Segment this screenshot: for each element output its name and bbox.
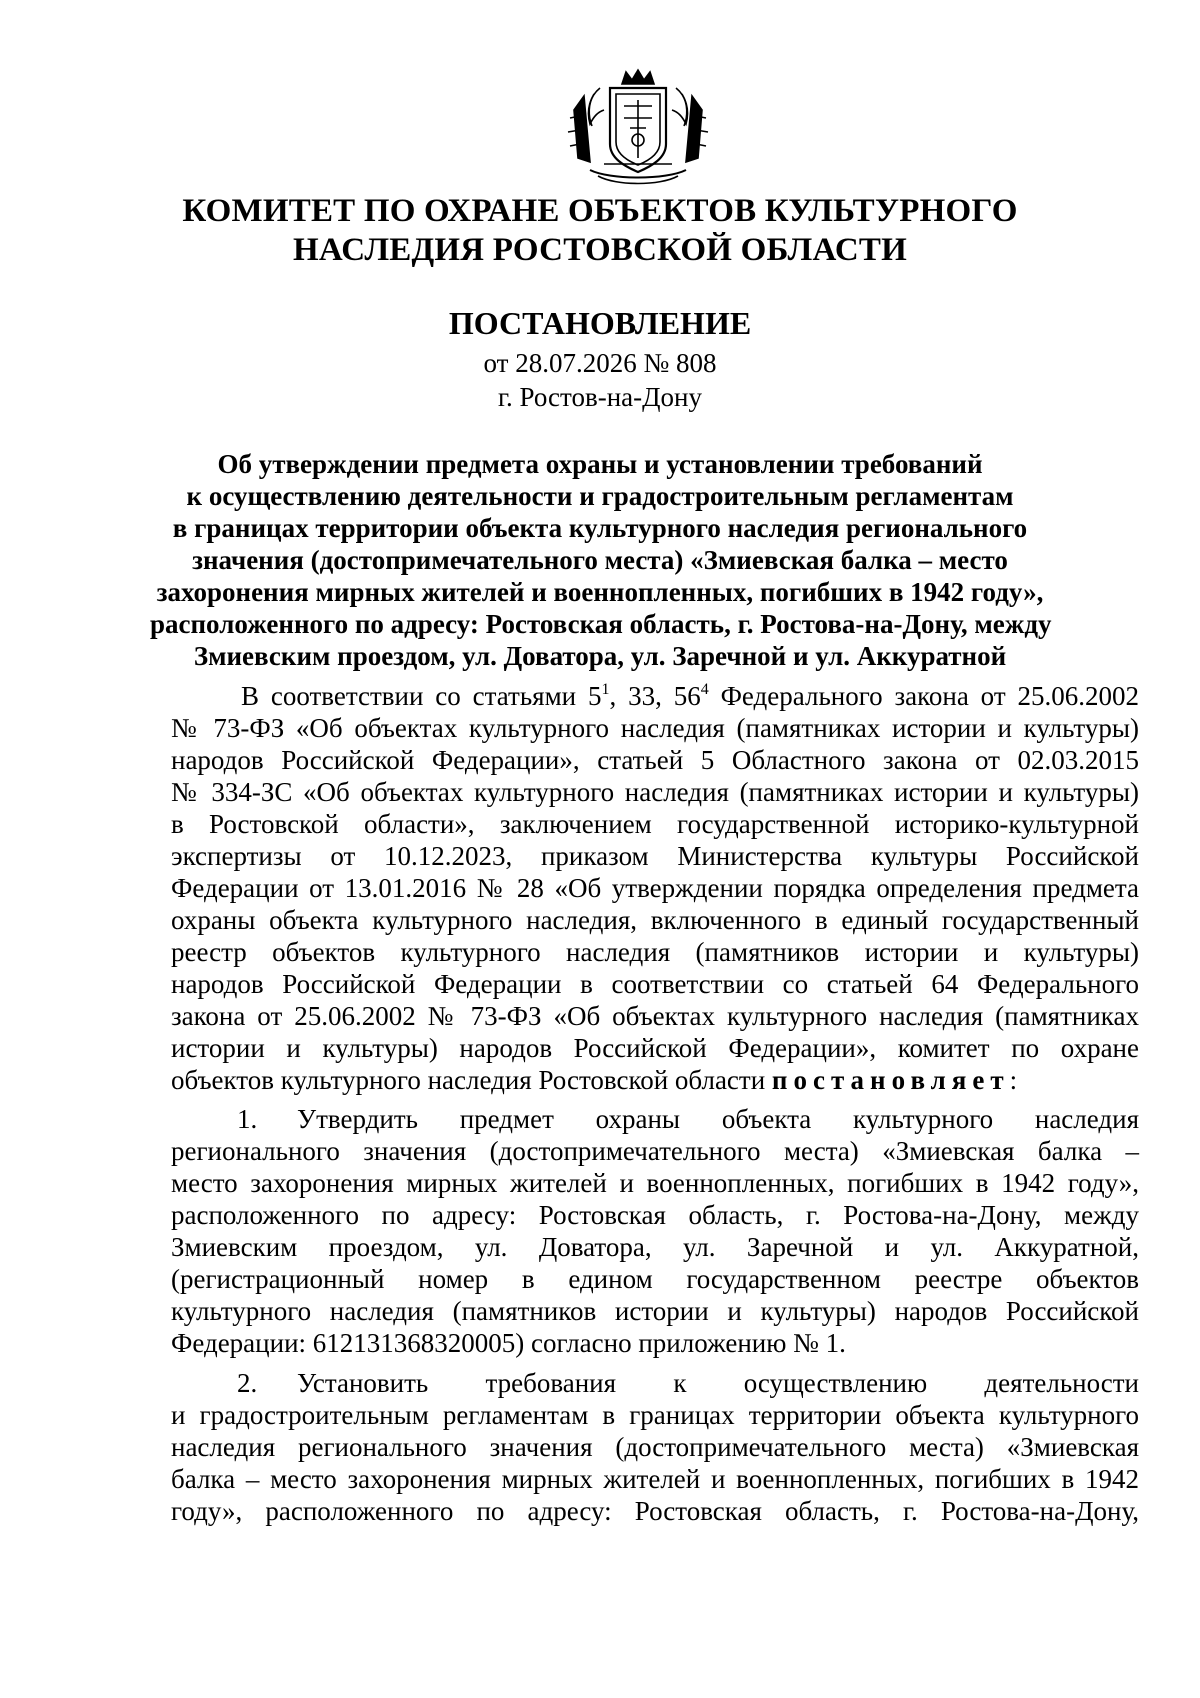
text-run: Федерального закона от 25.06.2002 [708,681,1139,711]
text-run: : [1009,1065,1018,1095]
superscript: 4 [700,681,709,698]
paragraph-line: № 73-ФЗ «Об объектах культурного наследия (памятниках истории и культуры) [171,713,1139,743]
paragraph-line: наследия регионального значения (достопримечательного места) «Змиевская [171,1432,1139,1462]
subject-line: в границах территории объекта культурного наследия регионального [172,513,1028,543]
clause-2 [171,1367,1139,1527]
subject-line: Об утверждении предмета охраны и установлении требований [217,449,983,479]
paragraph-line: охраны объекта культурного наследия, включенного в единый государственный [171,905,1139,935]
subject-line: захоронения мирных жителей и военнопленных, погибших в 1942 году», [156,577,1044,607]
text-run: объектов культурного наследия Ростовской области [171,1065,772,1095]
superscript: 1 [601,681,610,698]
paragraph-line: году», расположенного по адресу: Ростовская область, г. Ростова-на-Дону, [171,1496,1139,1526]
text-run: В соответствии со статьями 5 [241,681,602,711]
paragraph-line: Федерации от 13.01.2016 № 28 «Об утверждении порядка определения предмета [171,873,1139,903]
paragraph-line: истории и культуры) народов Российской Федерации», комитет по охране [171,1033,1139,1063]
clause-number: 1. [237,1104,258,1134]
paragraph-line [171,1103,1139,1135]
paragraph-line: народов Российской Федерации», статьей 5 Областного закона от 02.03.2015 [171,745,1139,775]
paragraph-line: Федерации: 612131368320005) согласно приложению № 1. [171,1328,846,1358]
document-place: г. Ростов-на-Дону [497,382,702,412]
subject-line: Змиевским проездом, ул. Доватора, ул. Заречной и ул. Аккуратной [193,641,1007,671]
organization-title-line: КОМИТЕТ ПО ОХРАНЕ ОБЪЕКТОВ КУЛЬТУРНОГО [182,193,1018,229]
document-date-number: от 28.07.2026 № 808 [483,348,717,378]
subject-line: расположенного по адресу: Ростовская область, г. Ростова-на-Дону, между [150,609,1052,639]
text-run: Утвердить предмет охраны объекта культурного наследия [297,1104,1139,1134]
text-run: Установить требования к осуществлению деятельности [297,1368,1139,1398]
subject-line: значения (достопримечательного места) «Змиевская балка – место [192,545,1008,575]
paragraph-line: и градостроительным регламентам в границах территории объекта культурного [171,1400,1139,1430]
paragraph-line: место захоронения мирных жителей и военнопленных, погибших в 1942 году», [171,1168,1139,1198]
paragraph-line: реестр объектов культурного наследия (памятников истории и культуры) [171,937,1139,967]
clause-1 [171,1103,1139,1359]
paragraph-line [171,680,1139,712]
organization-title-line: НАСЛЕДИЯ РОСТОВСКОЙ ОБЛАСТИ [293,232,907,268]
document-type: ПОСТАНОВЛЕНИЕ [448,305,752,341]
decree-keyword: постановляет [771,1065,1010,1095]
paragraph-line: в Ростовской области», заключением государственной историко-культурной [171,809,1139,839]
paragraph-line: культурного наследия (памятников истории и культуры) народов Российской [171,1296,1139,1326]
paragraph-line: регионального значения (достопримечательного места) «Змиевская балка – [171,1136,1139,1166]
preamble-paragraph [171,680,1139,1096]
document-subject [150,448,1050,672]
paragraph-line: балка – место захоронения мирных жителей и военнопленных, погибших в 1942 [171,1464,1139,1494]
paragraph-line [171,1064,1139,1096]
subject-line: к осуществлению деятельности и градостроительным регламентам [186,481,1014,511]
organization-title [0,192,1200,270]
paragraph-line: (регистрационный номер в едином государственном реестре объектов [171,1264,1139,1294]
coat-of-arms-icon [560,66,716,192]
clause-number: 2. [237,1368,258,1398]
text-run: , 33, 56 [609,681,701,711]
paragraph-line: № 334-ЗС «Об объектах культурного наследия (памятниках истории и культуры) [171,777,1139,807]
coat-of-arms-emblem [560,66,716,192]
paragraph-line: экспертизы от 10.12.2023, приказом Министерства культуры Российской [171,841,1139,871]
paragraph-line [171,1367,1139,1399]
paragraph-line: народов Российской Федерации в соответствии со статьей 64 Федерального [171,969,1139,999]
document-meta [0,346,1200,414]
paragraph-line: Змиевским проездом, ул. Доватора, ул. Заречной и ул. Аккуратной, [171,1232,1139,1262]
paragraph-line: расположенного по адресу: Ростовская область, г. Ростова-на-Дону, между [171,1200,1139,1230]
paragraph-line: закона от 25.06.2002 № 73-ФЗ «Об объектах культурного наследия (памятниках [171,1001,1139,1031]
